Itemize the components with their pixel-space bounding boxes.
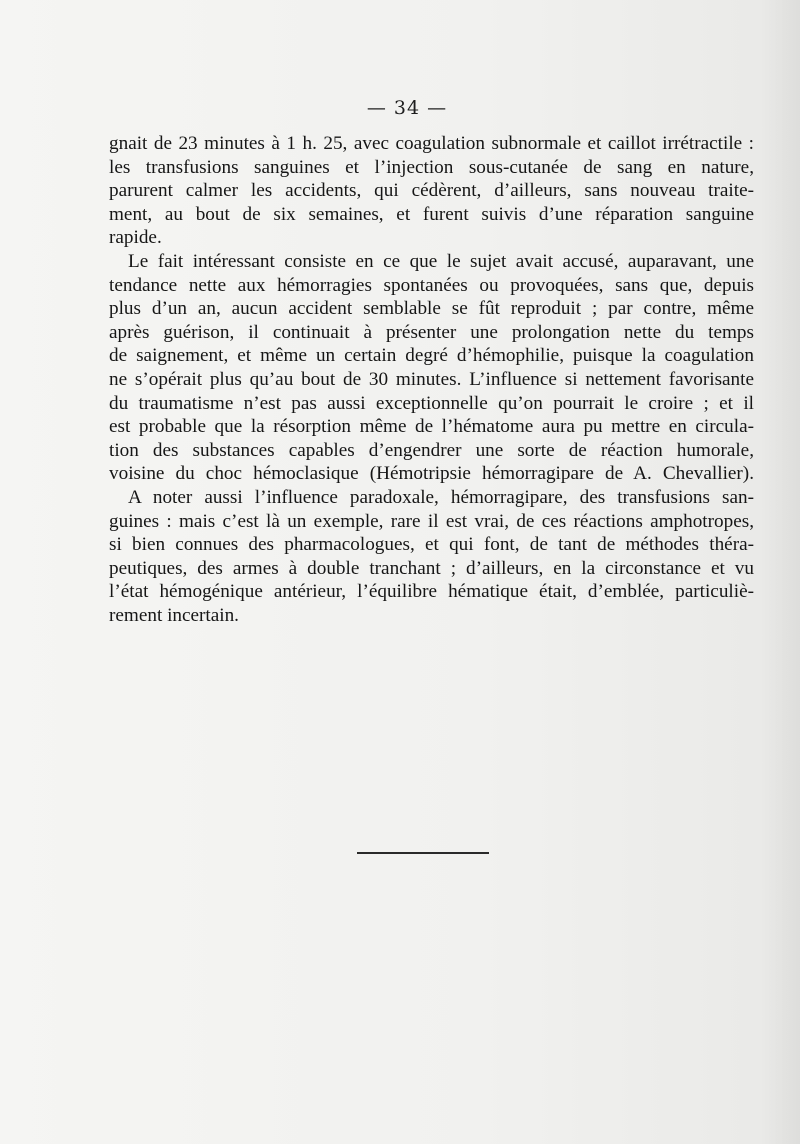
body-text [109, 132, 754, 627]
text-line: les transfusions sanguines et l’injection sous-cutanée de sang en nature, [109, 156, 754, 178]
text-line: Le fait intéressant consiste en ce que le sujet avait accusé, auparavant, une [128, 250, 754, 272]
text-line: si bien connues des pharmacologues, et qui font, de tant de méthodes théra- [109, 534, 754, 556]
paragraph-2 [109, 250, 754, 486]
text-line: l’état hémogénique antérieur, l’équilibre hématique était, d’emblée, particuliè- [109, 581, 754, 603]
text-line: tion des substances capables d’engendrer une sorte de réaction humorale, [109, 439, 754, 461]
paragraph-3 [109, 486, 754, 628]
section-divider [357, 852, 489, 854]
text-line: rement incertain. [109, 604, 239, 626]
text-line: ne s’opérait plus qu’au bout de 30 minutes. L’influence si nettement favorisante [109, 368, 754, 390]
text-line: ment, au bout de six semaines, et furent suivis d’une réparation sanguine [109, 203, 754, 225]
text-line: peutiques, des armes à double tranchant ; d’ailleurs, en la circonstance et vu [109, 557, 754, 579]
paragraph-1 [109, 132, 754, 250]
text-line: plus d’un an, aucun accident semblable se fût reproduit ; par contre, même [109, 298, 754, 320]
page-edge-shadow [760, 0, 800, 1144]
text-line: A noter aussi l’influence paradoxale, hémorragipare, des transfusions san- [128, 486, 754, 508]
text-line: rapide. [109, 227, 162, 249]
text-line: guines : mais c’est là un exemple, rare il est vrai, de ces réactions amphotropes, [109, 510, 754, 532]
text-line: tendance nette aux hémorragies spontanées ou provoquées, sans que, depuis [109, 274, 754, 296]
text-line: gnait de 23 minutes à 1 h. 25, avec coagulation subnormale et caillot irrétractile : [109, 133, 754, 154]
text-line: de saignement, et même un certain degré d’hémophilie, puisque la coagulation [109, 345, 754, 367]
text-line: voisine du choc hémoclasique (Hémotripsie hémorragipare de A. Chevallier). [109, 463, 754, 485]
text-line: après guérison, il continuait à présenter une prolongation nette du temps [109, 321, 754, 343]
text-line: est probable que la résorption même de l’hématome aura pu mettre en circula- [109, 416, 754, 438]
text-line: parurent calmer les accidents, qui cédèrent, d’ailleurs, sans nouveau traite- [109, 180, 754, 202]
page-number: — 34 — [366, 97, 448, 119]
text-line: du traumatisme n’est pas aussi exceptionnelle qu’on pourrait le croire ; et il [109, 392, 754, 414]
